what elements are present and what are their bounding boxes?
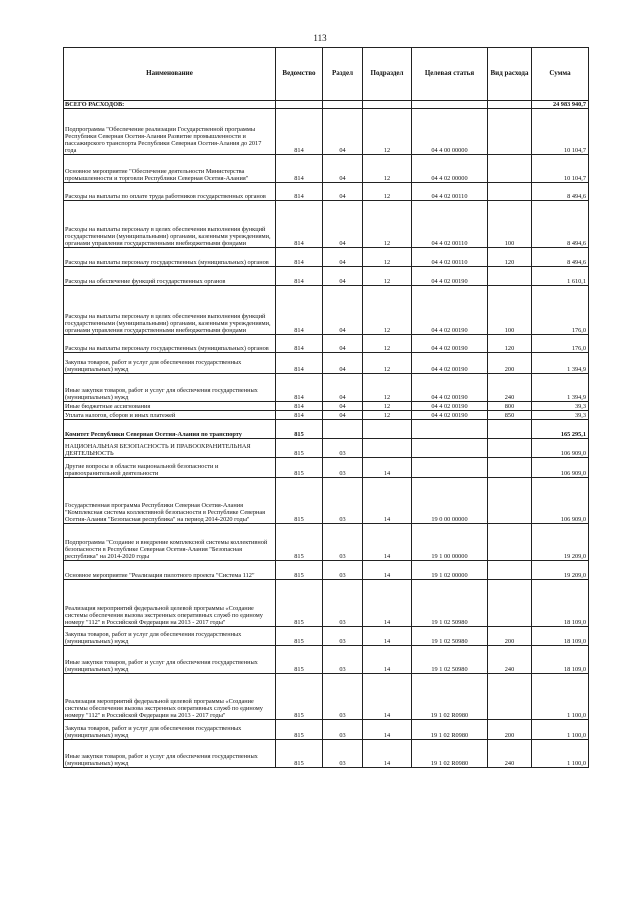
cell-amount: 106 909,0 <box>532 478 589 524</box>
table-row <box>64 561 589 580</box>
cell-subsection: 14 <box>363 524 412 561</box>
cell-expense-type: 200 <box>488 353 532 374</box>
cell-ministry: 814 <box>276 374 323 402</box>
table-row <box>64 478 589 524</box>
table-row <box>64 402 589 411</box>
cell-subsection: 14 <box>363 478 412 524</box>
table-row <box>64 720 589 740</box>
table-row <box>64 267 589 286</box>
cell-name: Закупка товаров, работ и услуг для обеспечения государственных (муниципальных) нужд <box>64 720 276 740</box>
cell-name: Иные закупки товаров, работ и услуг для обеспечения государственных (муниципальных) нужд <box>64 740 276 768</box>
cell-ministry: 815 <box>276 439 323 458</box>
cell-expense-type <box>488 109 532 155</box>
cell-name: Основное мероприятие "Обеспечение деятельности Министерства промышленности и торговли Республики Северная Осетия-Алания" <box>64 155 276 183</box>
table-row <box>64 109 589 155</box>
cell-ministry: 814 <box>276 201 323 248</box>
cell-expense-type: 240 <box>488 374 532 402</box>
cell-amount: 19 209,0 <box>532 524 589 561</box>
cell-amount: 10 104,7 <box>532 109 589 155</box>
cell-name: ВСЕГО РАСХОДОВ: <box>64 101 276 109</box>
cell-target: 04 4 02 00190 <box>412 402 488 411</box>
cell-ministry: 814 <box>276 411 323 420</box>
cell-expense-type <box>488 420 532 439</box>
cell-name: Расходы на выплаты персоналу государственных (муниципальных) органов <box>64 248 276 267</box>
cell-target: 04 4 02 00110 <box>412 201 488 248</box>
cell-expense-type: 120 <box>488 335 532 353</box>
cell-expense-type <box>488 458 532 478</box>
cell-expense-type: 200 <box>488 720 532 740</box>
cell-subsection: 12 <box>363 267 412 286</box>
table-row <box>64 524 589 561</box>
cell-name: Основное мероприятие "Реализация пилотного проекта "Система 112" <box>64 561 276 580</box>
cell-ministry: 814 <box>276 183 323 201</box>
cell-name: Реализация мероприятий федеральной целевой программы «Создание системы обеспечения вызова экстренных оперативных служб по единому номеру "112" в Российской Федерации на 2013 - 2017 годы" <box>64 580 276 627</box>
cell-name: Другие вопросы в области национальной безопасности и правоохранительной деятельности <box>64 458 276 478</box>
cell-ministry: 815 <box>276 646 323 674</box>
cell-name: Реализация мероприятий федеральной целевой программы «Создание системы обеспечения вызова экстренных оперативных служб по единому номеру "112" в Российской Федерации на 2013 - 2017 годы" <box>64 674 276 720</box>
cell-amount: 8 494,6 <box>532 201 589 248</box>
cell-amount: 8 494,6 <box>532 183 589 201</box>
table-row <box>64 420 589 439</box>
table-row <box>64 248 589 267</box>
cell-target: 19 1 02 50980 <box>412 627 488 646</box>
cell-target: 19 1 02 R0980 <box>412 674 488 720</box>
cell-name: Подпрограмма "Создание и внедрение комплексной системы коллективной безопасности в Республике Северная Осетия-Алания "Безопасная республика" на 2014-2020 годы <box>64 524 276 561</box>
cell-subsection: 12 <box>363 109 412 155</box>
header-amount: Сумма <box>532 48 589 101</box>
table-row <box>64 101 589 109</box>
cell-section: 03 <box>323 674 363 720</box>
cell-subsection: 12 <box>363 155 412 183</box>
table-row <box>64 740 589 768</box>
cell-expense-type <box>488 267 532 286</box>
cell-ministry: 815 <box>276 478 323 524</box>
cell-amount: 18 109,0 <box>532 580 589 627</box>
cell-subsection: 14 <box>363 458 412 478</box>
cell-name: Расходы на выплаты персоналу в целях обеспечения выполнения функций государственными (муниципальными) органами, казенными учреждениями, органами управления государственными внебюджетными фондами <box>64 201 276 248</box>
cell-ministry: 815 <box>276 627 323 646</box>
table-header-row <box>64 48 589 101</box>
cell-subsection: 12 <box>363 248 412 267</box>
cell-amount: 39,3 <box>532 402 589 411</box>
cell-section: 03 <box>323 740 363 768</box>
header-expense-type: Вид расхода <box>488 48 532 101</box>
cell-amount: 8 494,6 <box>532 248 589 267</box>
header-name: Наименование <box>64 48 276 101</box>
cell-ministry: 814 <box>276 248 323 267</box>
cell-ministry: 815 <box>276 561 323 580</box>
cell-ministry: 814 <box>276 267 323 286</box>
cell-subsection: 12 <box>363 402 412 411</box>
table-row <box>64 458 589 478</box>
table-row <box>64 335 589 353</box>
cell-expense-type <box>488 674 532 720</box>
cell-amount: 19 209,0 <box>532 561 589 580</box>
cell-expense-type: 240 <box>488 740 532 768</box>
cell-amount: 1 100,0 <box>532 720 589 740</box>
cell-amount: 10 104,7 <box>532 155 589 183</box>
cell-target: 04 4 02 00190 <box>412 353 488 374</box>
cell-expense-type: 850 <box>488 411 532 420</box>
cell-expense-type <box>488 478 532 524</box>
cell-section: 04 <box>323 248 363 267</box>
cell-amount: 1 100,0 <box>532 674 589 720</box>
table-row <box>64 646 589 674</box>
cell-target: 04 4 02 00000 <box>412 155 488 183</box>
cell-section: 04 <box>323 411 363 420</box>
cell-ministry <box>276 101 323 109</box>
cell-section: 04 <box>323 286 363 335</box>
cell-section: 03 <box>323 720 363 740</box>
cell-ministry: 815 <box>276 720 323 740</box>
table-body <box>64 101 589 768</box>
cell-ministry: 814 <box>276 402 323 411</box>
cell-amount: 176,0 <box>532 335 589 353</box>
cell-subsection: 12 <box>363 411 412 420</box>
cell-name: Закупка товаров, работ и услуг для обеспечения государственных (муниципальных) нужд <box>64 627 276 646</box>
cell-name: Расходы на выплаты персоналу в целях обеспечения выполнения функций государственными (муниципальными) органами, казенными учреждениями, органами управления государственными внебюджетными фондами <box>64 286 276 335</box>
cell-section: 04 <box>323 353 363 374</box>
cell-expense-type: 120 <box>488 248 532 267</box>
cell-target: 04 4 02 00110 <box>412 183 488 201</box>
cell-amount: 24 983 940,7 <box>532 101 589 109</box>
cell-name: Расходы на выплаты персоналу государственных (муниципальных) органов <box>64 335 276 353</box>
cell-ministry: 815 <box>276 458 323 478</box>
cell-ministry: 815 <box>276 524 323 561</box>
table-row <box>64 439 589 458</box>
cell-target: 19 1 02 50980 <box>412 580 488 627</box>
cell-expense-type <box>488 101 532 109</box>
cell-amount: 1 394,9 <box>532 374 589 402</box>
cell-amount: 1 610,1 <box>532 267 589 286</box>
cell-target: 19 1 02 R0980 <box>412 720 488 740</box>
cell-subsection: 14 <box>363 720 412 740</box>
cell-target: 19 1 02 00000 <box>412 561 488 580</box>
cell-name: Уплата налогов, сборов и иных платежей <box>64 411 276 420</box>
cell-amount: 106 909,0 <box>532 439 589 458</box>
cell-name: Иные закупки товаров, работ и услуг для обеспечения государственных (муниципальных) нужд <box>64 646 276 674</box>
table-row <box>64 627 589 646</box>
cell-expense-type <box>488 439 532 458</box>
table-row <box>64 201 589 248</box>
cell-expense-type: 240 <box>488 646 532 674</box>
cell-target <box>412 101 488 109</box>
header-subsection: Подраздел <box>363 48 412 101</box>
cell-ministry: 815 <box>276 580 323 627</box>
cell-section: 04 <box>323 201 363 248</box>
header-target: Целевая статья <box>412 48 488 101</box>
cell-section: 03 <box>323 439 363 458</box>
cell-ministry: 815 <box>276 740 323 768</box>
cell-name: Государственная программа Республики Северная Осетия-Алания "Комплексная система коллективной безопасности в Республике Северная Осетия-Алания "Безопасная республика" на период 2014-2020 годы" <box>64 478 276 524</box>
cell-subsection: 14 <box>363 561 412 580</box>
cell-target: 19 0 00 00000 <box>412 478 488 524</box>
cell-subsection <box>363 420 412 439</box>
cell-target: 19 1 02 R0980 <box>412 740 488 768</box>
cell-target: 04 4 02 00190 <box>412 411 488 420</box>
cell-target: 04 4 00 00000 <box>412 109 488 155</box>
cell-section: 04 <box>323 374 363 402</box>
cell-ministry: 814 <box>276 335 323 353</box>
cell-target <box>412 439 488 458</box>
cell-section: 03 <box>323 524 363 561</box>
cell-name: Иные бюджетные ассигнования <box>64 402 276 411</box>
cell-amount: 176,0 <box>532 286 589 335</box>
table-row <box>64 374 589 402</box>
cell-name: Расходы на обеспечение функций государственных органов <box>64 267 276 286</box>
table-row <box>64 286 589 335</box>
cell-section: 04 <box>323 183 363 201</box>
cell-target: 04 4 02 00190 <box>412 335 488 353</box>
cell-subsection: 12 <box>363 335 412 353</box>
table-row <box>64 183 589 201</box>
cell-amount: 1 100,0 <box>532 740 589 768</box>
cell-subsection: 12 <box>363 201 412 248</box>
table-row <box>64 674 589 720</box>
cell-section: 03 <box>323 458 363 478</box>
cell-section: 04 <box>323 155 363 183</box>
cell-section: 04 <box>323 402 363 411</box>
cell-section: 03 <box>323 561 363 580</box>
cell-amount: 39,3 <box>532 411 589 420</box>
table-row <box>64 155 589 183</box>
cell-expense-type <box>488 183 532 201</box>
cell-expense-type: 200 <box>488 627 532 646</box>
cell-target <box>412 458 488 478</box>
cell-section: 04 <box>323 335 363 353</box>
cell-subsection: 14 <box>363 740 412 768</box>
header-section: Раздел <box>323 48 363 101</box>
cell-target: 04 4 02 00190 <box>412 374 488 402</box>
cell-section: 03 <box>323 580 363 627</box>
table-row <box>64 411 589 420</box>
cell-section: 04 <box>323 109 363 155</box>
header-ministry: Ведомство <box>276 48 323 101</box>
cell-amount: 18 109,0 <box>532 627 589 646</box>
cell-section: 04 <box>323 267 363 286</box>
cell-expense-type: 100 <box>488 286 532 335</box>
cell-expense-type: 800 <box>488 402 532 411</box>
cell-name: Расходы на выплаты по оплате труда работников государственных органов <box>64 183 276 201</box>
cell-subsection: 14 <box>363 627 412 646</box>
cell-amount: 165 295,1 <box>532 420 589 439</box>
cell-section: 03 <box>323 627 363 646</box>
page-number: 113 <box>313 33 327 43</box>
table-row <box>64 353 589 374</box>
cell-subsection: 12 <box>363 183 412 201</box>
cell-section: 03 <box>323 478 363 524</box>
cell-target: 19 1 02 50980 <box>412 646 488 674</box>
cell-name: Иные закупки товаров, работ и услуг для обеспечения государственных (муниципальных) нужд <box>64 374 276 402</box>
cell-ministry: 814 <box>276 353 323 374</box>
expenses-table <box>63 47 589 768</box>
cell-name: Закупка товаров, работ и услуг для обеспечения государственных (муниципальных) нужд <box>64 353 276 374</box>
cell-subsection: 14 <box>363 674 412 720</box>
cell-target: 04 4 02 00110 <box>412 248 488 267</box>
cell-ministry: 814 <box>276 109 323 155</box>
table-row <box>64 580 589 627</box>
cell-ministry: 815 <box>276 674 323 720</box>
cell-subsection <box>363 101 412 109</box>
cell-amount: 18 109,0 <box>532 646 589 674</box>
cell-expense-type: 100 <box>488 201 532 248</box>
cell-name: НАЦИОНАЛЬНАЯ БЕЗОПАСНОСТЬ И ПРАВООХРАНИТЕЛЬНАЯ ДЕЯТЕЛЬНОСТЬ <box>64 439 276 458</box>
cell-subsection: 14 <box>363 580 412 627</box>
cell-section <box>323 420 363 439</box>
cell-ministry: 815 <box>276 420 323 439</box>
cell-section: 03 <box>323 646 363 674</box>
cell-ministry: 814 <box>276 155 323 183</box>
cell-name: Комитет Республики Северная Осетия-Алания по транспорту <box>64 420 276 439</box>
cell-amount: 1 394,9 <box>532 353 589 374</box>
cell-target <box>412 420 488 439</box>
cell-name: Подпрограмма "Обеспечение реализации Государственной программы Республики Северная Осетия-Алания Развитие промышленности и пассажирского транспорта Республики Северная Осетия-Алания до 2017 года <box>64 109 276 155</box>
cell-subsection <box>363 439 412 458</box>
cell-subsection: 12 <box>363 286 412 335</box>
cell-section <box>323 101 363 109</box>
cell-expense-type <box>488 524 532 561</box>
cell-subsection: 12 <box>363 374 412 402</box>
cell-expense-type <box>488 155 532 183</box>
cell-target: 19 1 00 00000 <box>412 524 488 561</box>
cell-target: 04 4 02 00190 <box>412 286 488 335</box>
cell-expense-type <box>488 580 532 627</box>
cell-expense-type <box>488 561 532 580</box>
cell-subsection: 14 <box>363 646 412 674</box>
cell-ministry: 814 <box>276 286 323 335</box>
cell-subsection: 12 <box>363 353 412 374</box>
cell-target: 04 4 02 00190 <box>412 267 488 286</box>
cell-amount: 106 909,0 <box>532 458 589 478</box>
